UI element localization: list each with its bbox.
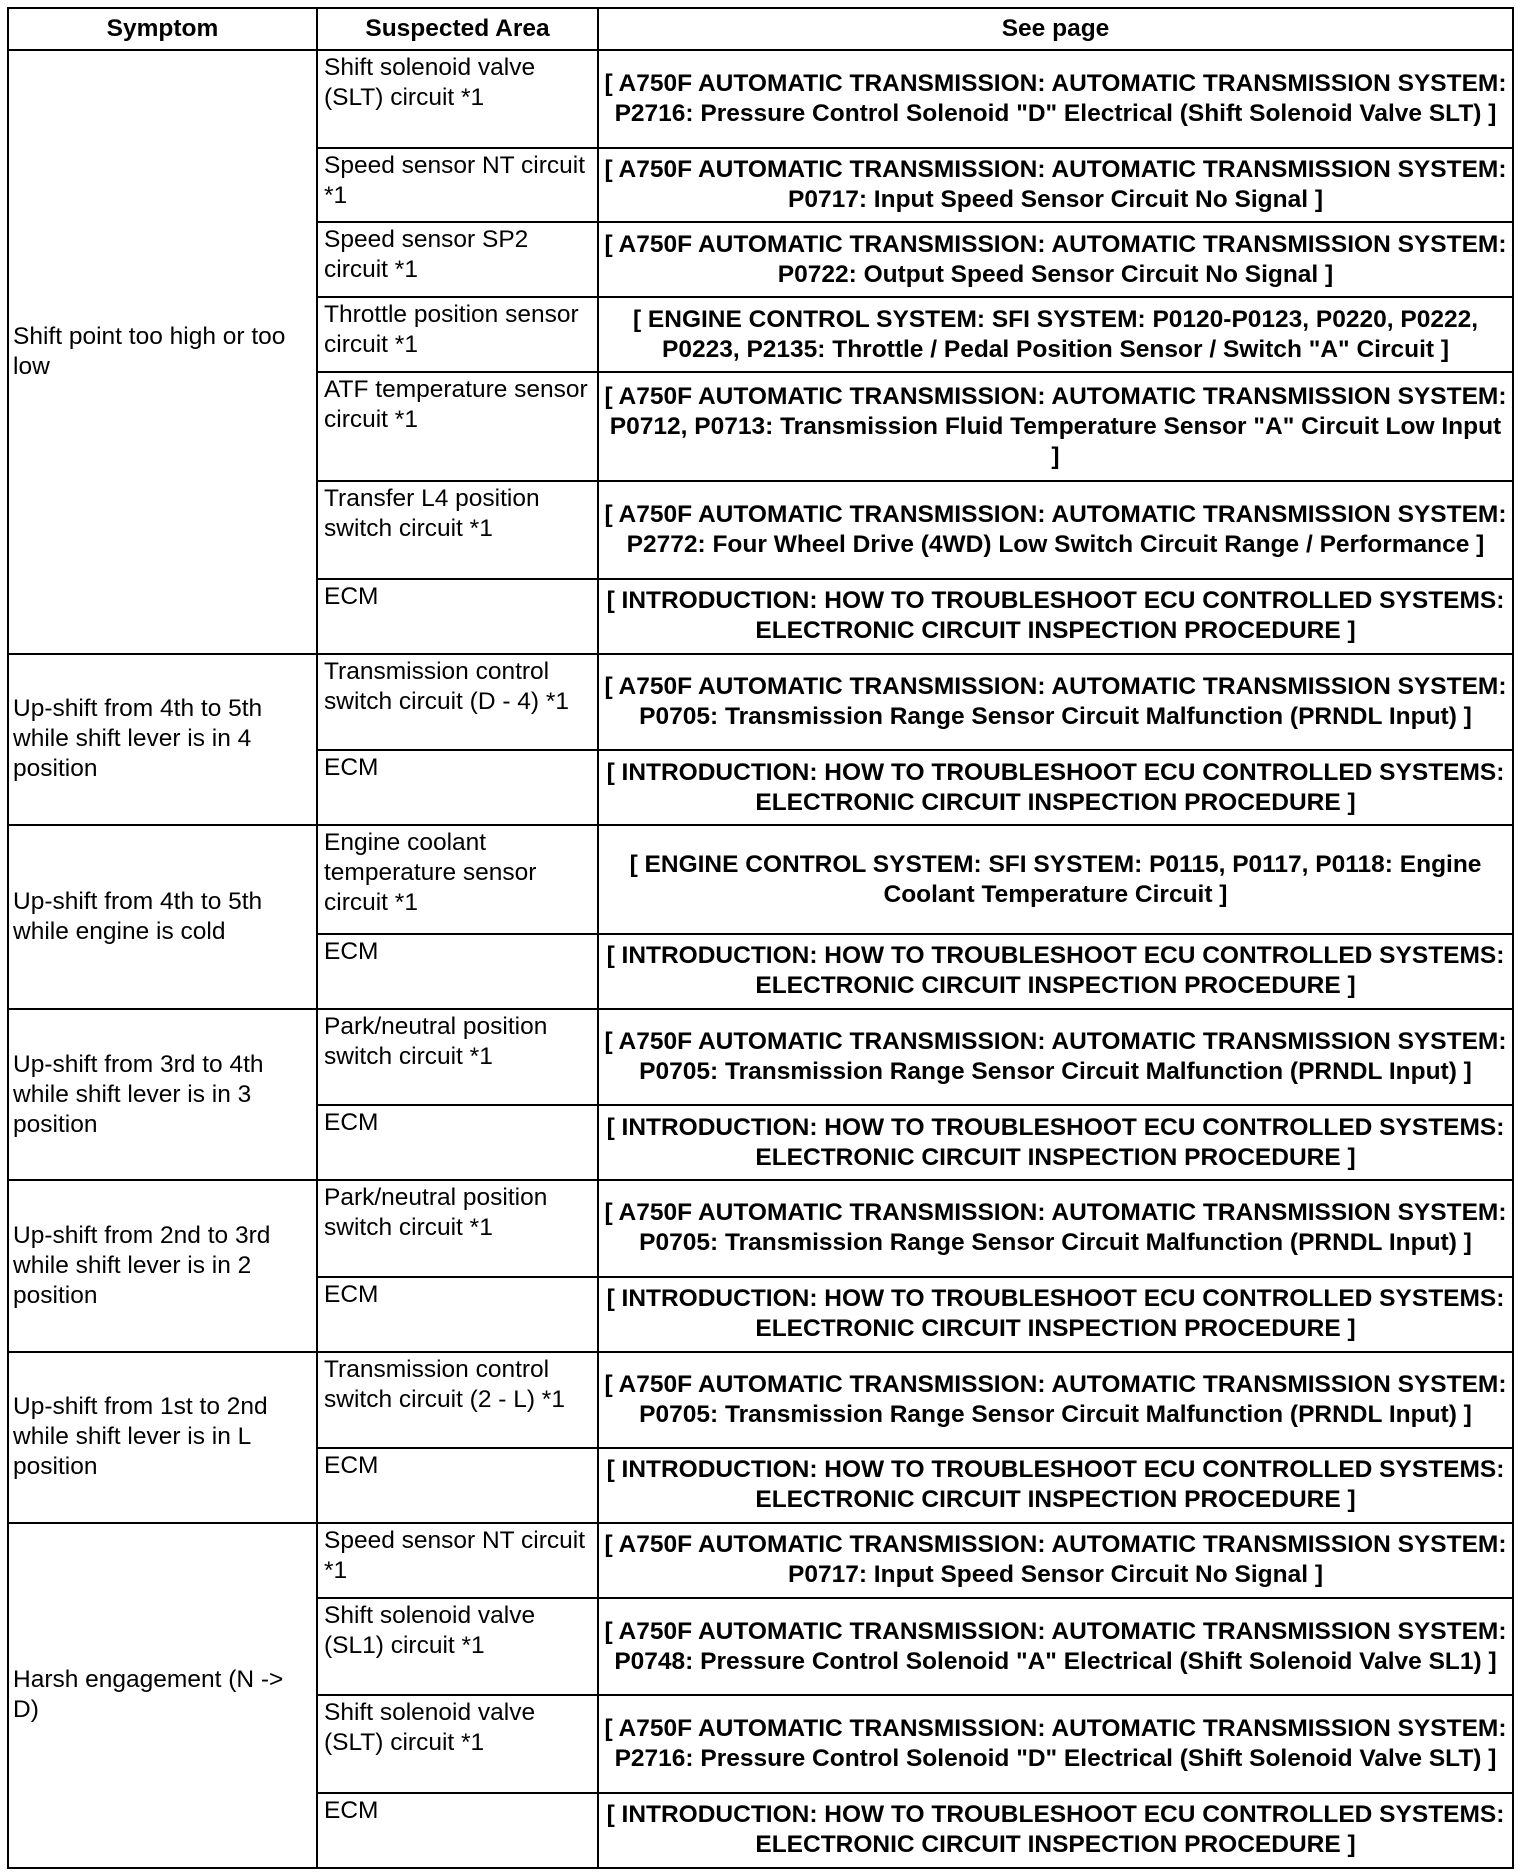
header-row [8, 8, 1513, 50]
table-row [8, 1523, 1513, 1598]
suspected-area-cell: Shift solenoid valve (SLT) circuit *1 [317, 1695, 598, 1793]
suspected-area-cell: Shift solenoid valve (SL1) circuit *1 [317, 1598, 598, 1696]
suspected-area-cell: Transmission control switch circuit (D - 4) *1 [317, 654, 598, 750]
suspected-area-cell: ECM [317, 1105, 598, 1180]
see-page-link[interactable]: [ A750F AUTOMATIC TRANSMISSION: AUTOMATIC TRANSMISSION SYSTEM: P0717: Input Speed Sensor Circuit No Signal ] [598, 1523, 1513, 1598]
see-page-link[interactable]: [ INTRODUCTION: HOW TO TROUBLESHOOT ECU CONTROLLED SYSTEMS: ELECTRONIC CIRCUIT INSPECTION PROCEDURE ] [598, 1448, 1513, 1523]
see-page-link[interactable]: [ A750F AUTOMATIC TRANSMISSION: AUTOMATIC TRANSMISSION SYSTEM: P0712, P0713: Transmission Fluid Temperature Sensor "A" Circuit Low Input ] [598, 372, 1513, 481]
see-page-link[interactable]: [ INTRODUCTION: HOW TO TROUBLESHOOT ECU CONTROLLED SYSTEMS: ELECTRONIC CIRCUIT INSPECTION PROCEDURE ] [598, 579, 1513, 654]
suspected-area-cell: Speed sensor NT circuit *1 [317, 148, 598, 223]
symptom-table [7, 7, 1514, 1869]
table-row [8, 1352, 1513, 1448]
suspected-area-cell: Speed sensor NT circuit *1 [317, 1523, 598, 1598]
symptom-cell: Up-shift from 4th to 5th while shift lever is in 4 position [8, 654, 317, 825]
table-row [8, 1180, 1513, 1276]
suspected-area-cell: ECM [317, 750, 598, 825]
suspected-area-cell: Transfer L4 position switch circuit *1 [317, 481, 598, 579]
suspected-area-cell: ECM [317, 1277, 598, 1352]
see-page-link[interactable]: [ A750F AUTOMATIC TRANSMISSION: AUTOMATIC TRANSMISSION SYSTEM: P0705: Transmission Range Sensor Circuit Malfunction (PRNDL Input) ] [598, 1352, 1513, 1448]
table-row [8, 825, 1513, 934]
suspected-area-cell: ECM [317, 1448, 598, 1523]
suspected-area-cell: Engine coolant temperature sensor circuit *1 [317, 825, 598, 934]
symptom-cell: Up-shift from 4th to 5th while engine is cold [8, 825, 317, 1009]
suspected-area-cell: Shift solenoid valve (SLT) circuit *1 [317, 50, 598, 148]
see-page-link[interactable]: [ A750F AUTOMATIC TRANSMISSION: AUTOMATIC TRANSMISSION SYSTEM: P0717: Input Speed Sensor Circuit No Signal ] [598, 148, 1513, 223]
see-page-link[interactable]: [ A750F AUTOMATIC TRANSMISSION: AUTOMATIC TRANSMISSION SYSTEM: P0705: Transmission Range Sensor Circuit Malfunction (PRNDL Input) ] [598, 654, 1513, 750]
see-page-link[interactable]: [ ENGINE CONTROL SYSTEM: SFI SYSTEM: P0115, P0117, P0118: Engine Coolant Temperature Circuit ] [598, 825, 1513, 934]
see-page-link[interactable]: [ A750F AUTOMATIC TRANSMISSION: AUTOMATIC TRANSMISSION SYSTEM: P0748: Pressure Control Solenoid "A" Electrical (Shift Solenoid Valve SL1) ] [598, 1598, 1513, 1696]
suspected-area-cell: Park/neutral position switch circuit *1 [317, 1009, 598, 1105]
suspected-area-cell: Speed sensor SP2 circuit *1 [317, 222, 598, 297]
see-page-link[interactable]: [ INTRODUCTION: HOW TO TROUBLESHOOT ECU CONTROLLED SYSTEMS: ELECTRONIC CIRCUIT INSPECTION PROCEDURE ] [598, 934, 1513, 1009]
symptom-cell: Up-shift from 3rd to 4th while shift lever is in 3 position [8, 1009, 317, 1180]
see-page-link[interactable]: [ A750F AUTOMATIC TRANSMISSION: AUTOMATIC TRANSMISSION SYSTEM: P2716: Pressure Control Solenoid "D" Electrical (Shift Solenoid Valve SLT) ] [598, 50, 1513, 148]
suspected-area-cell: ECM [317, 1793, 598, 1868]
header-suspected-area: Suspected Area [317, 8, 598, 50]
see-page-link[interactable]: [ INTRODUCTION: HOW TO TROUBLESHOOT ECU CONTROLLED SYSTEMS: ELECTRONIC CIRCUIT INSPECTION PROCEDURE ] [598, 1793, 1513, 1868]
symptom-cell: Up-shift from 2nd to 3rd while shift lever is in 2 position [8, 1180, 317, 1351]
symptom-cell: Up-shift from 1st to 2nd while shift lever is in L position [8, 1352, 317, 1523]
see-page-link[interactable]: [ ENGINE CONTROL SYSTEM: SFI SYSTEM: P0120-P0123, P0220, P0222, P0223, P2135: Throttle / Pedal Position Sensor / Switch "A" Circuit ] [598, 297, 1513, 372]
suspected-area-cell: Throttle position sensor circuit *1 [317, 297, 598, 372]
suspected-area-cell: ECM [317, 579, 598, 654]
see-page-link[interactable]: [ A750F AUTOMATIC TRANSMISSION: AUTOMATIC TRANSMISSION SYSTEM: P2716: Pressure Control Solenoid "D" Electrical (Shift Solenoid Valve SLT) ] [598, 1695, 1513, 1793]
suspected-area-cell: ECM [317, 934, 598, 1009]
suspected-area-cell: Park/neutral position switch circuit *1 [317, 1180, 598, 1276]
suspected-area-cell: Transmission control switch circuit (2 - L) *1 [317, 1352, 598, 1448]
suspected-area-cell: ATF temperature sensor circuit *1 [317, 372, 598, 481]
header-symptom: Symptom [8, 8, 317, 50]
see-page-link[interactable]: [ INTRODUCTION: HOW TO TROUBLESHOOT ECU CONTROLLED SYSTEMS: ELECTRONIC CIRCUIT INSPECTION PROCEDURE ] [598, 1105, 1513, 1180]
table-row [8, 654, 1513, 750]
symptom-cell: Harsh engagement (N -> D) [8, 1523, 317, 1868]
table-row [8, 50, 1513, 148]
table-row [8, 1009, 1513, 1105]
see-page-link[interactable]: [ A750F AUTOMATIC TRANSMISSION: AUTOMATIC TRANSMISSION SYSTEM: P0705: Transmission Range Sensor Circuit Malfunction (PRNDL Input) ] [598, 1009, 1513, 1105]
see-page-link[interactable]: [ INTRODUCTION: HOW TO TROUBLESHOOT ECU CONTROLLED SYSTEMS: ELECTRONIC CIRCUIT INSPECTION PROCEDURE ] [598, 1277, 1513, 1352]
see-page-link[interactable]: [ A750F AUTOMATIC TRANSMISSION: AUTOMATIC TRANSMISSION SYSTEM: P0722: Output Speed Sensor Circuit No Signal ] [598, 222, 1513, 297]
symptom-cell: Shift point too high or too low [8, 50, 317, 654]
see-page-link[interactable]: [ A750F AUTOMATIC TRANSMISSION: AUTOMATIC TRANSMISSION SYSTEM: P2772: Four Wheel Drive (4WD) Low Switch Circuit Range / Performance ] [598, 481, 1513, 579]
see-page-link[interactable]: [ A750F AUTOMATIC TRANSMISSION: AUTOMATIC TRANSMISSION SYSTEM: P0705: Transmission Range Sensor Circuit Malfunction (PRNDL Input) ] [598, 1180, 1513, 1276]
see-page-link[interactable]: [ INTRODUCTION: HOW TO TROUBLESHOOT ECU CONTROLLED SYSTEMS: ELECTRONIC CIRCUIT INSPECTION PROCEDURE ] [598, 750, 1513, 825]
header-see-page: See page [598, 8, 1513, 50]
table-body [8, 50, 1513, 1868]
